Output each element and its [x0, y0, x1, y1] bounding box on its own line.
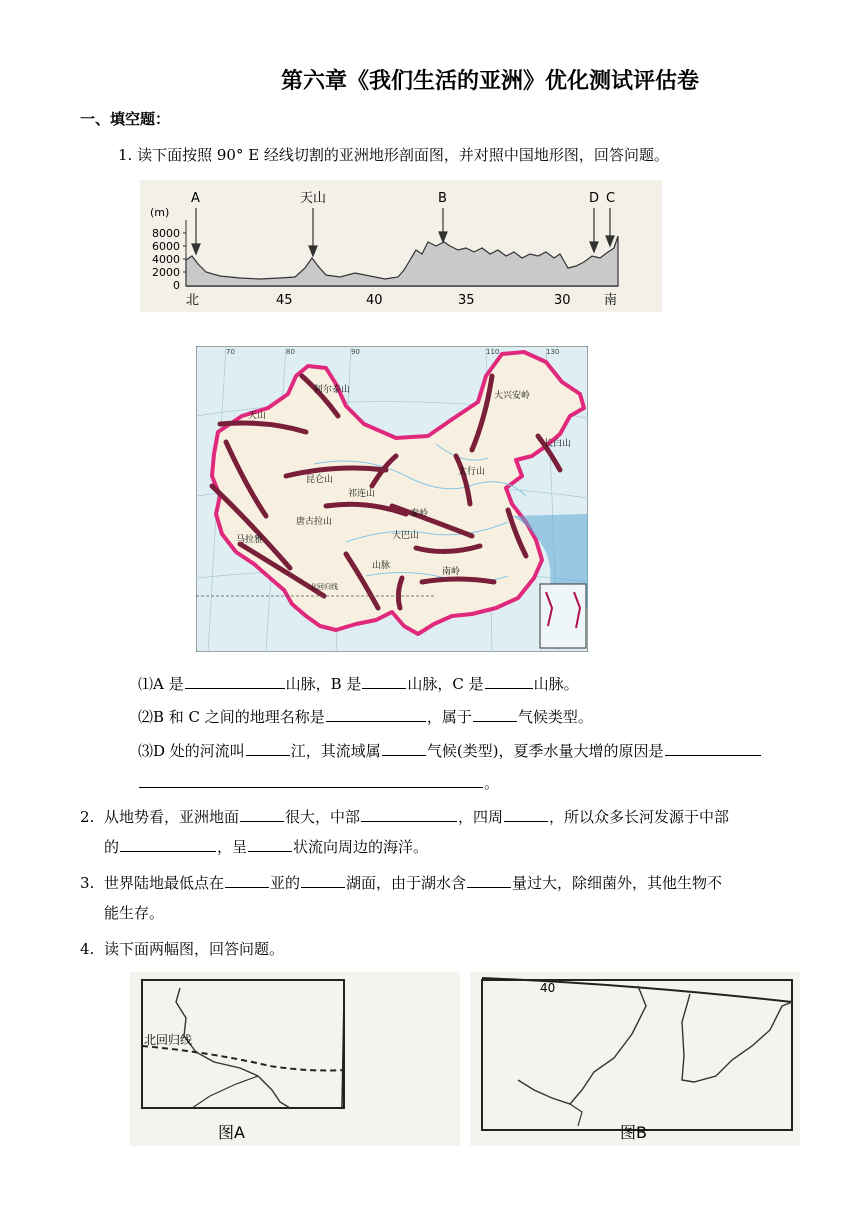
answer-blank[interactable]: [362, 674, 406, 689]
y-tick-label: 6000: [152, 240, 180, 253]
profile-north-label: 北: [186, 293, 200, 308]
figure-a: [130, 972, 460, 1146]
x-tick-label: 35: [458, 293, 475, 308]
question-number: 2.: [80, 808, 95, 826]
question-text: ，四周: [458, 808, 504, 826]
question-2: [80, 802, 820, 862]
sub-question-text: 气候类型。: [517, 708, 593, 726]
answer-blank[interactable]: [326, 707, 426, 722]
profile-south-label: 南: [604, 293, 618, 308]
sub-question-text: ⑶D 处的河流叫: [138, 742, 245, 760]
map-label-qinling: 秦岭: [410, 509, 429, 519]
answer-blank[interactable]: [185, 674, 285, 689]
answer-blank[interactable]: [382, 741, 426, 756]
answer-blank[interactable]: [248, 837, 292, 852]
terrain-profile-figure: [140, 180, 662, 312]
y-tick-label: 8000: [152, 227, 180, 240]
question-text: 亚的: [270, 874, 301, 892]
answer-blank[interactable]: [139, 773, 483, 788]
answer-blank[interactable]: [361, 807, 457, 822]
answer-blank[interactable]: [467, 873, 511, 888]
map-label-himalaya: 马拉雅: [236, 535, 264, 545]
tropic-label: 北回归线: [144, 1033, 193, 1047]
map-label-nanling: 南岭: [442, 567, 461, 577]
question-text: 从地势看，亚洲地面: [104, 808, 240, 826]
sub-question-text: ，属于: [426, 708, 472, 726]
longitude-label: 70: [226, 348, 235, 356]
y-tick-label: 0: [173, 279, 180, 292]
sub-question-text: ⑵B 和 C 之间的地理名称是: [138, 708, 325, 726]
figure-a-caption: 图A: [218, 1123, 245, 1142]
question-number: 4.: [80, 940, 95, 958]
latitude-label: 40: [540, 981, 556, 995]
sub-question-2: [138, 706, 593, 727]
sub-question-3: [138, 740, 762, 761]
question-text: 的: [104, 838, 120, 856]
sub-question-text: 山脉，B 是: [285, 675, 362, 693]
question-text: 能生存。: [104, 904, 165, 922]
answer-blank[interactable]: [473, 707, 517, 722]
figure-b-caption: 图B: [620, 1123, 647, 1142]
profile-marker-a: A: [191, 191, 200, 206]
map-label-dabashan: 大巴山: [392, 531, 420, 541]
question-number: 3.: [80, 874, 95, 892]
map-label-tropic: 北回归线: [310, 583, 338, 591]
question-text: ，呈: [217, 838, 248, 856]
longitude-label: 90: [351, 348, 360, 356]
answer-blank[interactable]: [504, 807, 548, 822]
answer-blank[interactable]: [665, 741, 761, 756]
answer-blank[interactable]: [120, 837, 216, 852]
map-label-taihang: 太行山: [458, 467, 486, 477]
page-title: 第六章《我们生活的亚洲》优化测试评估卷: [280, 68, 699, 94]
sub-question-1: [138, 673, 579, 694]
map-label-qilian: 祁连山: [348, 489, 376, 499]
section-heading: 一、填空题：: [80, 110, 171, 128]
sub-question-3-continued: [138, 772, 499, 793]
map-label-altai: 阿尔泰山: [314, 385, 351, 395]
answer-blank[interactable]: [225, 873, 269, 888]
profile-unit: (m): [150, 206, 170, 219]
longitude-label: 130: [546, 348, 560, 356]
map-label-greater-khingan: 大兴安岭: [494, 391, 531, 401]
map-label-changbai: 长白山: [544, 439, 572, 449]
sub-question-text: 山脉，C 是: [407, 675, 484, 693]
x-tick-label: 45: [276, 293, 293, 308]
question-4: [80, 934, 820, 964]
sub-question-text: 。: [484, 774, 500, 792]
answer-blank[interactable]: [246, 741, 290, 756]
question-text: ，所以众多长河发源于中部: [549, 808, 730, 826]
map-label-hengduan: 山脉: [372, 561, 391, 571]
y-tick-label: 4000: [152, 253, 180, 266]
question-text: 很大，中部: [285, 808, 361, 826]
question-1: [118, 144, 669, 165]
question-text: 状流向周边的海洋。: [293, 838, 429, 856]
sub-question-text: 江，其流域属: [290, 742, 381, 760]
longitude-label: 110: [486, 348, 500, 356]
map-label-tianshan: 天山: [248, 411, 267, 421]
profile-marker-d: D: [589, 191, 600, 206]
map-label-kunlun: 昆仑山: [306, 475, 334, 485]
question-text: 量过大，除细菌外，其他生物不: [512, 874, 723, 892]
answer-blank[interactable]: [301, 873, 345, 888]
sub-question-text: ⑴A 是: [138, 675, 184, 693]
figure-b: [470, 972, 800, 1146]
x-tick-label: 40: [366, 293, 383, 308]
map-label-tanggula: 唐古拉山: [296, 517, 333, 527]
question-text: 读下面按照 90° E 经线切割的亚洲地形剖面图，并对照中国地形图，回答问题。: [137, 146, 669, 164]
profile-marker-b: B: [438, 191, 447, 206]
sub-question-text: 山脉。: [533, 675, 579, 693]
answer-blank[interactable]: [240, 807, 284, 822]
china-terrain-map: [196, 346, 588, 652]
profile-marker-c: C: [606, 191, 616, 206]
question-number: 1.: [118, 146, 133, 164]
longitude-label: 80: [286, 348, 295, 356]
question-text: 湖面，由于湖水含: [346, 874, 467, 892]
y-tick-label: 2000: [152, 266, 180, 279]
answer-blank[interactable]: [485, 674, 533, 689]
profile-marker-tianshan: 天山: [300, 191, 327, 206]
question-text: 世界陆地最低点在: [104, 874, 225, 892]
question-3: [80, 868, 820, 928]
sub-question-text: 气候(类型)，夏季水量大增的原因是: [426, 742, 664, 760]
x-tick-label: 30: [554, 293, 571, 308]
question-text: 读下面两幅图，回答问题。: [104, 940, 285, 958]
